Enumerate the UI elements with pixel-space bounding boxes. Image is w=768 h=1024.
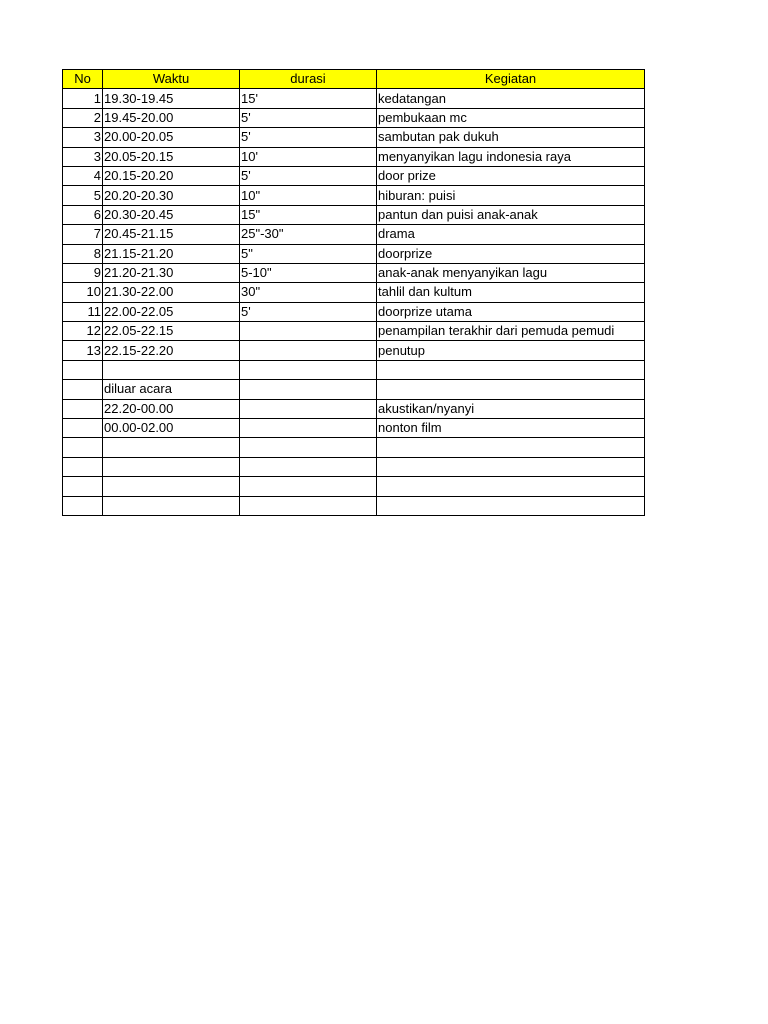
cell-no[interactable]: 7 — [63, 225, 103, 244]
table-row — [63, 477, 645, 496]
cell-durasi[interactable]: 30" — [240, 283, 377, 302]
cell-kegiatan[interactable]: doorprize utama — [377, 302, 645, 321]
cell-durasi[interactable]: 10" — [240, 186, 377, 205]
table-row — [63, 166, 645, 185]
cell-no[interactable]: 13 — [63, 341, 103, 360]
spreadsheet — [62, 69, 645, 516]
table-row — [63, 322, 645, 341]
table-row — [63, 360, 645, 379]
cell-waktu[interactable]: 20.05-20.15 — [103, 147, 240, 166]
cell-durasi[interactable]: 5' — [240, 108, 377, 127]
cell-waktu[interactable]: 19.30-19.45 — [103, 89, 240, 108]
cell-no[interactable] — [63, 438, 103, 457]
header-waktu[interactable]: Waktu — [103, 70, 240, 89]
cell-kegiatan[interactable]: akustikan/nyanyi — [377, 399, 645, 418]
cell-kegiatan[interactable]: hiburan: puisi — [377, 186, 645, 205]
cell-no[interactable] — [63, 360, 103, 379]
table-row — [63, 263, 645, 282]
cell-kegiatan[interactable]: sambutan pak dukuh — [377, 128, 645, 147]
cell-no[interactable] — [63, 496, 103, 515]
cell-durasi[interactable] — [240, 399, 377, 418]
table-row — [63, 244, 645, 263]
cell-no[interactable]: 8 — [63, 244, 103, 263]
cell-kegiatan[interactable] — [377, 477, 645, 496]
cell-durasi[interactable] — [240, 322, 377, 341]
cell-waktu[interactable] — [103, 438, 240, 457]
cell-durasi[interactable] — [240, 380, 377, 399]
cell-kegiatan[interactable]: doorprize — [377, 244, 645, 263]
cell-no[interactable]: 2 — [63, 108, 103, 127]
cell-waktu[interactable]: 20.45-21.15 — [103, 225, 240, 244]
cell-no[interactable] — [63, 477, 103, 496]
cell-kegiatan[interactable] — [377, 496, 645, 515]
table-row — [63, 380, 645, 399]
cell-durasi[interactable]: 5-10" — [240, 263, 377, 282]
cell-durasi[interactable]: 5' — [240, 166, 377, 185]
cell-no[interactable] — [63, 419, 103, 438]
cell-no[interactable]: 3 — [63, 128, 103, 147]
cell-kegiatan[interactable]: anak-anak menyanyikan lagu — [377, 263, 645, 282]
cell-waktu[interactable] — [103, 360, 240, 379]
table-body — [63, 89, 645, 516]
cell-durasi[interactable] — [240, 477, 377, 496]
cell-kegiatan[interactable]: kedatangan — [377, 89, 645, 108]
table-row — [63, 205, 645, 224]
cell-waktu[interactable]: 22.05-22.15 — [103, 322, 240, 341]
table-row — [63, 341, 645, 360]
cell-waktu[interactable]: 20.15-20.20 — [103, 166, 240, 185]
cell-kegiatan[interactable] — [377, 380, 645, 399]
cell-waktu[interactable]: 22.00-22.05 — [103, 302, 240, 321]
cell-durasi[interactable]: 10' — [240, 147, 377, 166]
cell-waktu[interactable]: 21.30-22.00 — [103, 283, 240, 302]
cell-waktu[interactable]: 22.15-22.20 — [103, 341, 240, 360]
cell-durasi[interactable]: 15" — [240, 205, 377, 224]
cell-kegiatan[interactable] — [377, 438, 645, 457]
cell-no[interactable]: 5 — [63, 186, 103, 205]
cell-no[interactable] — [63, 457, 103, 476]
table-row — [63, 457, 645, 476]
cell-waktu[interactable] — [103, 496, 240, 515]
table-row — [63, 89, 645, 108]
cell-no[interactable]: 9 — [63, 263, 103, 282]
cell-kegiatan[interactable]: penampilan terakhir dari pemuda pemudi — [377, 322, 645, 341]
table-row — [63, 225, 645, 244]
cell-no[interactable]: 10 — [63, 283, 103, 302]
header-no[interactable]: No — [63, 70, 103, 89]
cell-waktu[interactable]: diluar acara — [103, 380, 240, 399]
schedule-table — [62, 69, 645, 516]
cell-durasi[interactable] — [240, 438, 377, 457]
cell-waktu[interactable]: 20.00-20.05 — [103, 128, 240, 147]
table-row — [63, 302, 645, 321]
cell-no[interactable] — [63, 399, 103, 418]
table-row — [63, 147, 645, 166]
cell-waktu[interactable]: 21.20-21.30 — [103, 263, 240, 282]
cell-waktu[interactable] — [103, 477, 240, 496]
cell-kegiatan[interactable] — [377, 457, 645, 476]
cell-no[interactable]: 11 — [63, 302, 103, 321]
cell-durasi[interactable] — [240, 419, 377, 438]
cell-kegiatan[interactable]: door prize — [377, 166, 645, 185]
cell-waktu[interactable]: 00.00-02.00 — [103, 419, 240, 438]
cell-waktu[interactable]: 20.30-20.45 — [103, 205, 240, 224]
cell-durasi[interactable] — [240, 457, 377, 476]
cell-kegiatan[interactable]: tahlil dan kultum — [377, 283, 645, 302]
cell-waktu[interactable]: 21.15-21.20 — [103, 244, 240, 263]
cell-durasi[interactable]: 15' — [240, 89, 377, 108]
table-row — [63, 496, 645, 515]
header-durasi[interactable]: durasi — [240, 70, 377, 89]
cell-waktu[interactable]: 20.20-20.30 — [103, 186, 240, 205]
cell-no[interactable]: 6 — [63, 205, 103, 224]
cell-kegiatan[interactable]: pembukaan mc — [377, 108, 645, 127]
cell-durasi[interactable] — [240, 496, 377, 515]
table-row — [63, 128, 645, 147]
cell-kegiatan[interactable]: nonton film — [377, 419, 645, 438]
cell-durasi[interactable]: 25"-30" — [240, 225, 377, 244]
header-row — [63, 70, 645, 89]
table-row — [63, 399, 645, 418]
cell-no[interactable]: 4 — [63, 166, 103, 185]
cell-no[interactable]: 3 — [63, 147, 103, 166]
cell-durasi[interactable]: 5' — [240, 128, 377, 147]
cell-durasi[interactable] — [240, 360, 377, 379]
cell-kegiatan[interactable] — [377, 360, 645, 379]
cell-durasi[interactable]: 5" — [240, 244, 377, 263]
table-row — [63, 283, 645, 302]
table-row — [63, 108, 645, 127]
cell-no[interactable] — [63, 380, 103, 399]
cell-waktu[interactable]: 22.20-00.00 — [103, 399, 240, 418]
cell-kegiatan[interactable]: penutup — [377, 341, 645, 360]
cell-waktu[interactable] — [103, 457, 240, 476]
cell-waktu[interactable]: 19.45-20.00 — [103, 108, 240, 127]
cell-kegiatan[interactable]: pantun dan puisi anak-anak — [377, 205, 645, 224]
header-kegiatan[interactable]: Kegiatan — [377, 70, 645, 89]
cell-kegiatan[interactable]: drama — [377, 225, 645, 244]
table-row — [63, 438, 645, 457]
cell-no[interactable]: 1 — [63, 89, 103, 108]
table-row — [63, 419, 645, 438]
cell-durasi[interactable]: 5' — [240, 302, 377, 321]
table-row — [63, 186, 645, 205]
cell-no[interactable]: 12 — [63, 322, 103, 341]
cell-durasi[interactable] — [240, 341, 377, 360]
cell-kegiatan[interactable]: menyanyikan lagu indonesia raya — [377, 147, 645, 166]
